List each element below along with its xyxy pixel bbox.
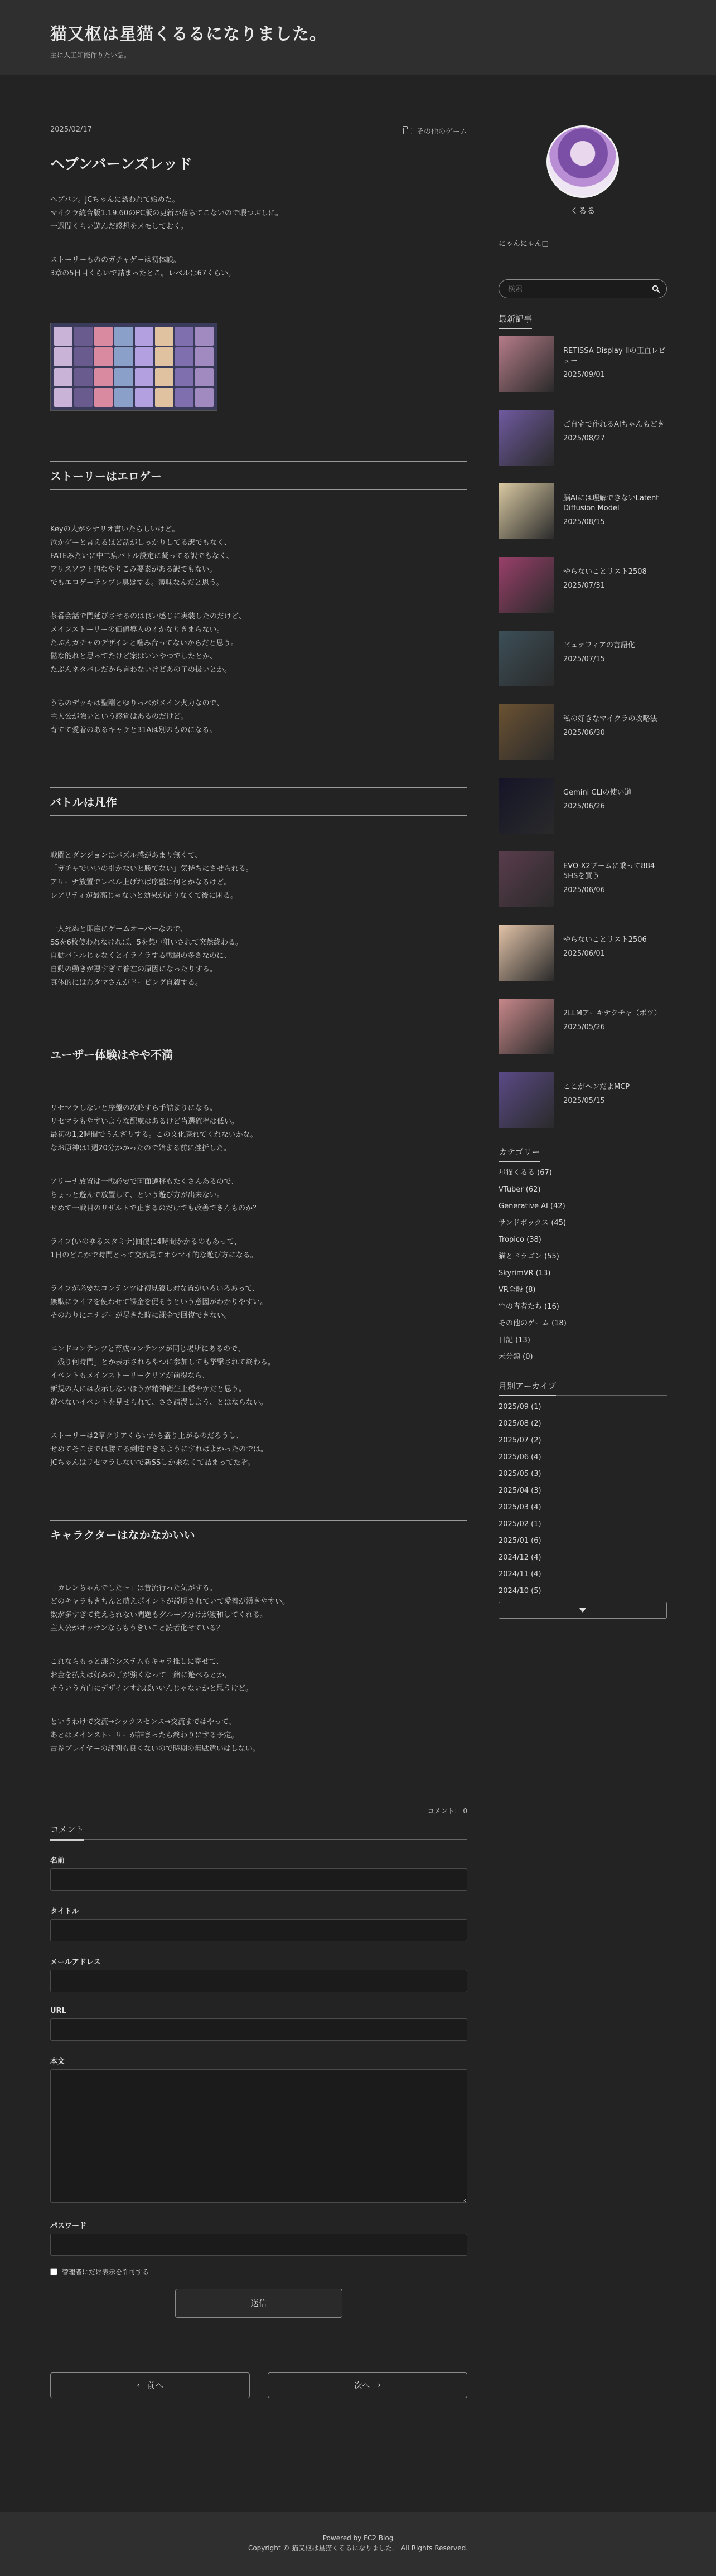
archive-item[interactable]: 2024/11 (4) — [499, 1570, 541, 1578]
post-line: 泣かゲーと言えるほど話がしっかりしてる訳でもなく、 — [50, 539, 231, 547]
post-category-label[interactable]: その他のゲーム — [416, 128, 467, 136]
post-line: 儲な能れと思ってたけど案はいいやつでしたとか、 — [50, 652, 217, 661]
post-meta — [50, 125, 467, 136]
comment-heading-text: コメント — [50, 1823, 84, 1841]
section-paragraph — [50, 1175, 467, 1216]
image-tile — [175, 327, 193, 346]
recent-date: 2025/08/15 — [563, 518, 605, 526]
recent-heading — [499, 313, 667, 328]
recent-date: 2025/06/26 — [563, 802, 605, 811]
profile-text: にゃんにゃん□ — [499, 240, 549, 248]
category-item[interactable]: Generative AI (42) — [499, 1202, 565, 1210]
recent-text — [563, 631, 635, 686]
next-label: 次へ — [354, 2381, 370, 2390]
post-line: 無駄にライフを使わせて課金を促そうという意図がわかりやすい。 — [50, 1298, 268, 1306]
image-tile — [175, 368, 193, 387]
recent-item[interactable] — [499, 925, 667, 981]
recent-heading-text: 最新記事 — [499, 313, 532, 329]
site-footer — [0, 2512, 716, 2576]
recent-date: 2025/07/15 — [563, 655, 605, 664]
recent-date: 2025/06/01 — [563, 950, 605, 958]
post-intro — [50, 193, 467, 234]
archive-item[interactable]: 2025/04 (3) — [499, 1486, 541, 1495]
url-label: URL — [50, 2007, 66, 2015]
section-paragraph — [50, 923, 467, 990]
recent-thumbnail[interactable] — [499, 631, 554, 686]
image-tile — [195, 347, 214, 366]
archive-item[interactable]: 2025/01 (6) — [499, 1537, 541, 1545]
post-line: 「ガチャでいいの引かないと勝てない」気持ちにさせられる。 — [50, 865, 253, 873]
post-line: レアリティが最高じゃないと効果が足りなくて後に困る。 — [50, 892, 238, 900]
post-line: そのわりにエナジーが尽きた時に課金で回復できない。 — [50, 1311, 231, 1320]
category-heading — [499, 1146, 667, 1161]
image-tile — [114, 347, 133, 366]
private-checkbox[interactable] — [50, 2268, 57, 2275]
post-line: 「カレンちゃんでした～」は昔流行った気がする。 — [50, 1584, 217, 1592]
archive-item[interactable]: 2025/09 (1) — [499, 1403, 541, 1411]
post-line: 真体的にはわタマさんがドーピング自殺する。 — [50, 979, 202, 987]
recent-date: 2025/09/01 — [563, 371, 605, 379]
archive-item[interactable]: 2025/05 (3) — [499, 1470, 541, 1478]
post-line: 戦闘とダンジョンはパズル感があまり無くて、 — [50, 851, 202, 860]
image-tile — [155, 327, 173, 346]
recent-title[interactable]: やらないことリスト2508 — [563, 568, 647, 576]
recent-text — [563, 483, 667, 539]
recent-thumbnail[interactable] — [499, 778, 554, 834]
image-tile — [54, 347, 72, 366]
search-input[interactable] — [499, 280, 666, 298]
post-line: でもエロゲーテンプレ臭はする。薄味なんだと思う。 — [50, 579, 224, 587]
post-line: 自動バトルじゃなくとイライラする戦闘の多さなのに、 — [50, 952, 231, 960]
image-tile — [74, 347, 93, 366]
image-tile — [155, 388, 173, 407]
post-title: ヘブンバーンズレッド — [50, 156, 192, 173]
post-intro-2 — [50, 254, 467, 280]
image-tile — [135, 327, 153, 346]
chevron-down-icon — [579, 1608, 586, 1613]
post-pager — [50, 2372, 467, 2398]
name-label: 名前 — [50, 1857, 65, 1865]
submit-button[interactable]: 送信 — [175, 2289, 342, 2318]
recent-item[interactable] — [499, 483, 667, 539]
post-line: たぶんネタバレだから言わないけどあの子の扱いとか。 — [50, 666, 231, 674]
section-paragraph — [50, 1102, 467, 1155]
title-label: タイトル — [50, 1907, 79, 1916]
recent-text — [563, 1072, 630, 1128]
recent-thumbnail[interactable] — [499, 483, 554, 539]
category-item[interactable]: VTuber (62) — [499, 1185, 541, 1194]
recent-thumbnail[interactable] — [499, 999, 554, 1054]
image-tile — [175, 388, 193, 407]
category-list — [499, 1165, 667, 1366]
archive-item[interactable]: 2025/02 (1) — [499, 1520, 541, 1528]
image-tile — [94, 368, 113, 387]
image-tile — [135, 347, 153, 366]
name-field[interactable] — [50, 1868, 467, 1891]
post-line: 古参プレイヤーの評判も良くないので時期の無駄遣いはしない。 — [50, 1745, 260, 1753]
image-tile — [195, 327, 214, 346]
post-line: せめて一戦目のリザルトで止まるのだけでも改善できんものか？ — [50, 1204, 260, 1213]
recent-item[interactable] — [499, 410, 667, 466]
recent-text — [563, 557, 647, 613]
post-line: なお原神は1週20分かかったので始まる前に挫折した。 — [50, 1144, 231, 1153]
folder-icon — [403, 128, 412, 134]
image-tile — [155, 368, 173, 387]
url-field[interactable] — [50, 2018, 467, 2041]
post-line: 新規の人には表示しないほうが精神衛生上穏やかだと思う。 — [50, 1385, 246, 1393]
recent-thumbnail[interactable] — [499, 410, 554, 466]
category-item[interactable]: サンドボックス (45) — [499, 1219, 567, 1227]
recent-item[interactable] — [499, 704, 667, 760]
body-field[interactable] — [50, 2069, 467, 2203]
category-item[interactable]: 星猫くるる (67) — [499, 1169, 552, 1177]
post-line: 数が多すぎて覚えられない問題もグループ分けが緩和してくれる。 — [50, 1611, 267, 1619]
post-line: エンドコンテンツと育成コンテンツが同じ場所にあるので、 — [50, 1345, 245, 1353]
post-line: これならもっと課金システムもキャラ推しに寄せて、 — [50, 1658, 224, 1666]
post-line: 一人死ぬと即座にゲームオーバーなので、 — [50, 925, 188, 933]
section-heading: ユーザー体験はやや不満 — [50, 1040, 467, 1068]
post-line: というわけで交流→シックスセンス→交流まではやって、 — [50, 1718, 236, 1726]
archive-more-button[interactable] — [499, 1602, 667, 1619]
powered-by[interactable]: Powered by FC2 Blog — [322, 2534, 394, 2542]
section-paragraph — [50, 1282, 467, 1323]
section-paragraph — [50, 1655, 467, 1696]
post-sections — [50, 461, 467, 1756]
post-line: JCちゃんはリセマラしないで新SSしか来なくて詰まってたぞ。 — [50, 1459, 255, 1467]
category-item[interactable]: Tropico (38) — [499, 1236, 541, 1244]
image-tile — [94, 347, 113, 366]
post-line: FATEみたいに中二病バトル設定に凝ってる訳でもなく、 — [50, 552, 234, 560]
recent-thumbnail[interactable] — [499, 557, 554, 613]
section-paragraph — [50, 610, 467, 677]
category-heading-text: カテゴリー — [499, 1146, 540, 1162]
image-tile — [74, 368, 93, 387]
image-tile — [74, 327, 93, 346]
post-image[interactable] — [50, 323, 217, 411]
chevron-left-icon: ‹ — [137, 2381, 140, 2390]
recent-title[interactable]: ここがヘンだよMCP — [563, 1083, 630, 1091]
recent-item[interactable] — [499, 778, 667, 834]
image-tile — [114, 327, 133, 346]
archive-heading — [499, 1380, 667, 1396]
category-item[interactable]: 未分類 (0) — [499, 1353, 533, 1361]
recent-title[interactable]: RETISSA Display IIの正直レビュー — [563, 347, 666, 365]
section-paragraph — [50, 1582, 467, 1635]
site-description: 主に人工知能作りたい話。 — [50, 51, 131, 59]
post-line: SSを6枚使われなければ、5を集中狙いされて突然終わる。 — [50, 938, 243, 947]
recent-title[interactable]: ビュァフィアの言語化 — [563, 641, 635, 650]
next-button[interactable] — [268, 2372, 467, 2398]
post-line: 1日のどこかで時間とって交流見てオシマイ的な遊び方になる。 — [50, 1251, 258, 1260]
post-line: そういう方向にデザインすればいいんじゃないかと思うけど。 — [50, 1684, 253, 1693]
post-line: ライフ(いのゆるスタミナ)回復に4時間かかるのもあって、 — [50, 1238, 241, 1246]
archive-item[interactable]: 2025/07 (2) — [499, 1436, 541, 1445]
prev-button[interactable] — [50, 2372, 250, 2398]
recent-title[interactable]: 私の好きなマイクラの攻略法 — [563, 715, 657, 723]
category-item[interactable]: VR全般 (8) — [499, 1286, 536, 1294]
section-paragraph — [50, 1716, 467, 1756]
section-heading: キャラクターはなかなかいい — [50, 1520, 467, 1548]
recent-item[interactable] — [499, 557, 667, 613]
section-heading: ストーリーはエロゲー — [50, 461, 467, 490]
post-date: 2025/02/17 — [50, 125, 92, 134]
recent-title[interactable]: 脳AIには理解できないLatent Diffusion Model — [563, 494, 659, 512]
recent-title[interactable]: やらないことリスト2506 — [563, 936, 647, 944]
archive-item[interactable]: 2025/06 (4) — [499, 1453, 541, 1461]
comment-count-label: コメント： — [427, 1807, 461, 1815]
category-item[interactable]: 日記 (13) — [499, 1336, 530, 1344]
recent-text — [563, 704, 657, 760]
recent-date: 2025/06/06 — [563, 886, 605, 894]
image-tile — [175, 347, 193, 366]
post-category[interactable] — [403, 125, 467, 136]
section-paragraph — [50, 1343, 467, 1410]
recent-list — [499, 336, 667, 1128]
post-line: 遊べないイベントを見せられて、ささ請漫しよう、とはならない。 — [50, 1398, 268, 1407]
comment-count-row — [50, 1806, 467, 1815]
profile-name: くるる — [570, 206, 596, 216]
image-tile — [195, 368, 214, 387]
recent-date: 2025/05/26 — [563, 1023, 605, 1032]
copyright: Copyright © 猫又枢は星猫くるるになりました。 All Rights Reserved. — [248, 2544, 468, 2552]
recent-thumbnail[interactable] — [499, 336, 554, 392]
avatar — [546, 125, 619, 198]
archive-item[interactable]: 2025/03 (4) — [499, 1503, 541, 1512]
post-line: アリーナ放置でレベル上げれば序盤は何とかなるけど。 — [50, 878, 231, 887]
post-line: リセマラもやすいような配慮はあるけど当選確率は低い。 — [50, 1117, 239, 1126]
private-option[interactable] — [50, 2267, 467, 2277]
recent-date: 2025/06/30 — [563, 729, 605, 737]
category-item[interactable]: 空の青者たち (16) — [499, 1302, 559, 1311]
category-item[interactable]: 猫とドラゴン (55) — [499, 1252, 559, 1261]
image-tile — [114, 368, 133, 387]
post-line: せめてそこまでは勝てる到達できるようにすればよかったのでは。 — [50, 1445, 268, 1454]
image-tile — [114, 388, 133, 407]
post-line: メインストーリーの価値導入の才かなりきまらない。 — [50, 626, 224, 634]
post-line: リセマラしないと序盤の攻略すら手詰まりになる。 — [50, 1104, 217, 1112]
post-line: アリーナ放置は一戦必要で画面遷移もたくさんあるので、 — [50, 1178, 239, 1186]
recent-date: 2025/08/27 — [563, 434, 605, 443]
comment-form — [50, 1823, 467, 2318]
post-line: 最初の1,2時間でうんざりする。この文化廃れてくれないかな。 — [50, 1131, 258, 1139]
post-line: 自動の動きが悪すぎて普左の原因になったりする。 — [50, 965, 217, 974]
recent-item[interactable] — [499, 851, 667, 907]
post-line: どのキャラもきちんと萌えポイントが説明されていて愛着が湧きやすい。 — [50, 1597, 290, 1606]
body-label: 本文 — [50, 2057, 65, 2066]
recent-text — [563, 778, 632, 834]
post-line: イベントもメインストーリークリアが前提なら、 — [50, 1372, 210, 1380]
section-paragraph — [50, 697, 467, 737]
post-line: 一週間くらい遊んだ感想をメモしておく。 — [50, 222, 188, 231]
section-paragraph — [50, 523, 467, 590]
password-label: パスワード — [50, 2222, 87, 2230]
recent-text — [563, 999, 661, 1054]
post-line: 主人公がオッサンならもうきいこと読者化せている？ — [50, 1624, 224, 1633]
section-paragraph — [50, 1430, 467, 1470]
recent-thumbnail[interactable] — [499, 704, 554, 760]
site-header — [0, 0, 716, 75]
comment-heading — [50, 1823, 467, 1840]
section-paragraph — [50, 1236, 467, 1262]
post-line: マイクラ統合版1.19.60のPC版の更新が落ちてこないので暇つぶしに。 — [50, 209, 283, 217]
recent-date: 2025/07/31 — [563, 582, 605, 590]
password-field[interactable] — [50, 2234, 467, 2256]
recent-title[interactable]: Gemini CLIの使い道 — [563, 788, 632, 797]
sidebar — [499, 125, 667, 2398]
recent-text — [563, 336, 667, 392]
post-line: 主人公が強いという感覚はあるのだけど。 — [50, 713, 188, 721]
chevron-right-icon: › — [378, 2381, 381, 2390]
email-field[interactable] — [50, 1970, 467, 1992]
archive-item[interactable]: 2025/08 (2) — [499, 1420, 541, 1428]
post-line: ヘブバン。JCちゃんに誘われて始めた。 — [50, 196, 180, 204]
post-line: アリスソフト的なやりこみ要素がある訳でもない。 — [50, 565, 217, 574]
image-tile — [94, 327, 113, 346]
post-line: ストーリーは2章クリアくらいから盛り上がるのだろうし、 — [50, 1432, 244, 1440]
image-tile — [54, 368, 72, 387]
category-item[interactable]: SkyrimVR (13) — [499, 1269, 551, 1277]
post-line: Keyの人がシナリオ書いたらしいけど。 — [50, 525, 180, 534]
recent-title[interactable]: EVO-X2ブームに乗って884 5HSを買う — [563, 862, 655, 880]
post-line: 育てて愛着のあるキャラと31Aは別のものになる。 — [50, 726, 217, 734]
post-line: ちょっと遊んで放置して、という遊び方が出来ない。 — [50, 1191, 224, 1199]
post-line: ライフが必要なコンテンツは初見殺し対な置がいろいろあって、 — [50, 1285, 260, 1293]
post-line: ストーリーもののガチャゲーは初体験。 — [50, 256, 181, 264]
page-layout — [0, 75, 716, 2398]
search-icon[interactable] — [652, 285, 660, 293]
post-line: 3章の5日目くらいで詰まったとこ。レベルは67くらい。 — [50, 269, 236, 278]
category-item[interactable]: その他のゲーム (18) — [499, 1319, 567, 1328]
archive-list — [499, 1399, 667, 1600]
archive-heading-text: 月別アーカイブ — [499, 1380, 556, 1396]
image-tile — [195, 388, 214, 407]
image-tile — [74, 388, 93, 407]
image-tile — [155, 347, 173, 366]
image-tile — [54, 388, 72, 407]
archive-item[interactable]: 2024/10 (5) — [499, 1587, 541, 1595]
recent-thumbnail[interactable] — [499, 851, 554, 907]
recent-item[interactable] — [499, 1072, 667, 1128]
search-box — [499, 279, 667, 298]
private-label: 管理者にだけ表示を許可する — [62, 2268, 149, 2276]
recent-text — [563, 410, 665, 466]
comment-count-link[interactable]: 0 — [463, 1807, 467, 1815]
post-line: 「残り何時間」とか表示されるやつに参加しても挙撃されて終わる。 — [50, 1358, 275, 1367]
recent-title[interactable]: 2LLMアーキテクチャ（ボツ） — [563, 1009, 661, 1018]
recent-date: 2025/05/15 — [563, 1097, 605, 1105]
recent-thumbnail[interactable] — [499, 1072, 554, 1128]
profile — [499, 125, 667, 248]
title-field[interactable] — [50, 1919, 467, 1941]
post-line: あとはメインストーリーが詰まったら終わりにする予定。 — [50, 1731, 239, 1740]
recent-item[interactable] — [499, 999, 667, 1054]
recent-title[interactable]: ご自宅で作れるAIちゃんもどき — [563, 420, 665, 429]
email-label: メールアドレス — [50, 1958, 101, 1967]
site-title[interactable]: 猫又枢は星猫くるるになりました。 — [50, 25, 327, 44]
recent-text — [563, 925, 647, 981]
archive-item[interactable]: 2024/12 (4) — [499, 1553, 541, 1562]
image-tile — [94, 388, 113, 407]
section-paragraph — [50, 849, 467, 903]
post-line: 茶番会話で間延びさせるのは良い感じに実装したのだけど、 — [50, 612, 246, 621]
post-line: うちのデッキは聖剛とゆりっぺがメイン火力なので、 — [50, 699, 224, 708]
prev-label: 前へ — [147, 2381, 163, 2390]
post-line: お金を払えば好みの子が強くなって一緒に遊べるとか、 — [50, 1671, 232, 1679]
recent-item[interactable] — [499, 631, 667, 686]
section-heading: バトルは凡作 — [50, 787, 467, 816]
image-tile — [135, 388, 153, 407]
image-tile — [135, 368, 153, 387]
recent-item[interactable] — [499, 336, 667, 392]
post-line: たぶんガチャのデザインと噛み合ってないからだと思う。 — [50, 639, 238, 647]
recent-text — [563, 851, 667, 907]
main-content — [50, 125, 467, 2398]
image-tile — [54, 327, 72, 346]
recent-thumbnail[interactable] — [499, 925, 554, 981]
